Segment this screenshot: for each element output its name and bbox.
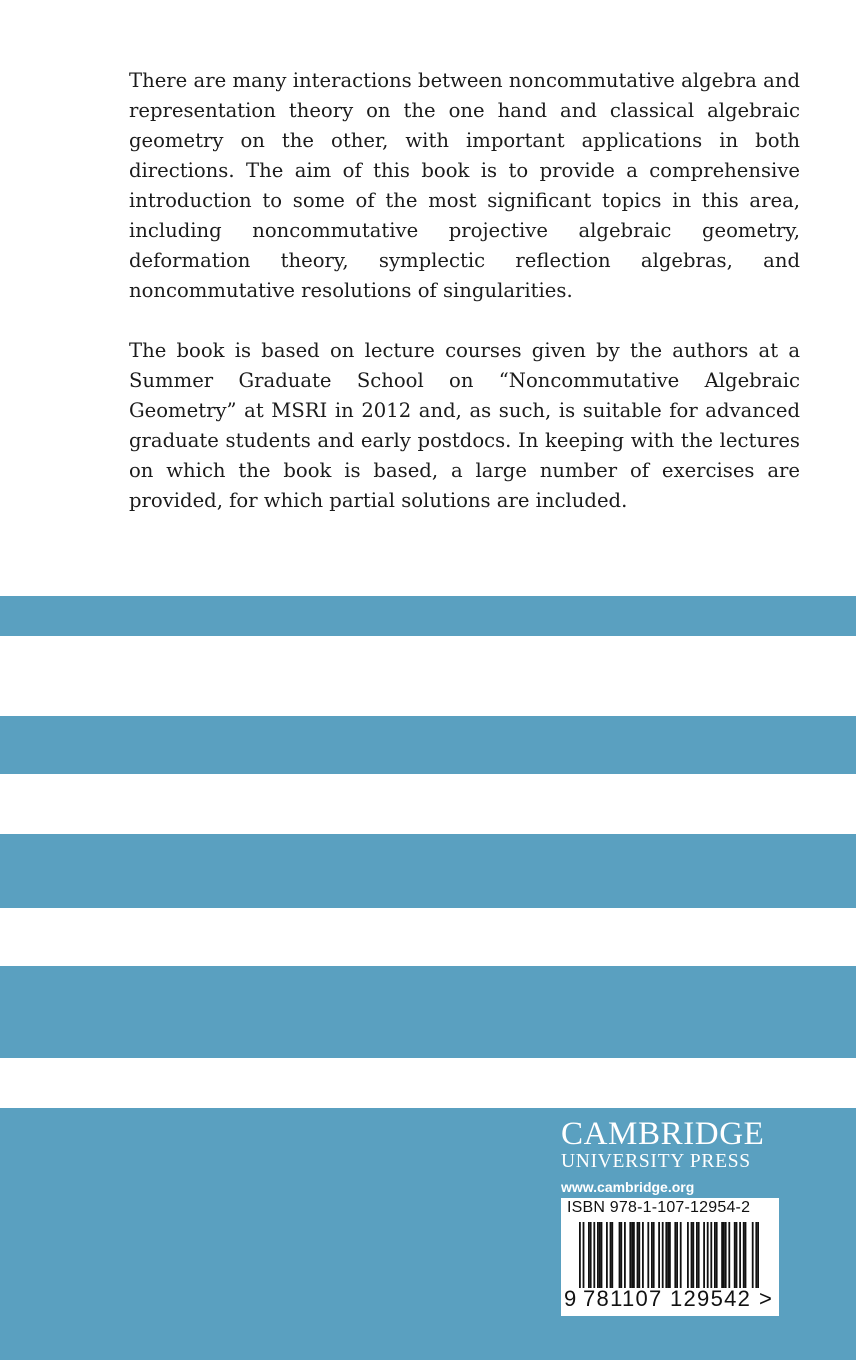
barcode-bar [619,1222,621,1288]
publisher-name: CAMBRIDGE [561,1116,765,1152]
barcode-bar [674,1222,676,1288]
barcode-bar [651,1222,653,1288]
barcode-bar [653,1222,655,1288]
barcode-bar [611,1222,613,1288]
barcode-bar [662,1222,664,1288]
barcode-bar [745,1222,747,1288]
barcode-bar [579,1222,581,1288]
barcode-bar [642,1222,644,1288]
barcode-bar [752,1222,754,1288]
back-cover-blurb [129,66,800,546]
barcode-bar [669,1222,671,1288]
barcode-digits: 781107 129542 [583,1286,752,1311]
barcode-bar [739,1222,741,1288]
barcode-bar [721,1222,723,1288]
barcode-bar [723,1222,725,1288]
barcode-bar [665,1222,667,1288]
blurb-paragraph-2: The book is based on lecture courses given by the authors at a Summer Graduate School on “Noncommutative Algebraic Geometry” at MSRI in 2012 and, as such, is suitable for advanced graduate students and early postdocs. In keeping with the lectures on which the book is based, a large number of exercises are provided, for which partial solutions are included. [129,339,800,512]
stripe-band-4 [0,966,856,1058]
barcode-bar [710,1222,712,1288]
barcode-lead-digit: 9 [564,1286,577,1311]
barcode-bar [590,1222,592,1288]
barcode-bar [676,1222,678,1288]
barcode-bar [696,1222,698,1288]
barcode-bar [633,1222,635,1288]
barcode-bar [610,1222,612,1288]
barcode-bars [579,1222,759,1288]
barcode-bar [597,1222,599,1288]
barcode-bar [583,1222,585,1288]
isbn-barcode [561,1198,779,1316]
barcode-bar [658,1222,660,1288]
barcode-bar [707,1222,709,1288]
barcode-bar [728,1222,730,1288]
barcode-bar [601,1222,603,1288]
barcode-bar [687,1222,689,1288]
barcode-bar [703,1222,705,1288]
barcode-bar [667,1222,669,1288]
barcode-bar [743,1222,745,1288]
barcode-bar [629,1222,631,1288]
barcode-bar [757,1222,759,1288]
barcode-bar [647,1222,649,1288]
barcode-bar [692,1222,694,1288]
barcode-bar [637,1222,639,1288]
barcode-bar [624,1222,626,1288]
barcode-bar [620,1222,622,1288]
isbn-label: ISBN 978-1-107-12954-2 [567,1199,751,1216]
barcode-bar [631,1222,633,1288]
barcode-bar [680,1222,682,1288]
barcode-bar [691,1222,693,1288]
barcode-bar [734,1222,736,1288]
barcode-bar [698,1222,700,1288]
barcode-bar [714,1222,716,1288]
barcode-bar [725,1222,727,1288]
barcode-bar [606,1222,608,1288]
publisher-subname: UNIVERSITY PRESS [561,1151,751,1172]
blurb-paragraph-1: There are many interactions between noncommutative algebra and representation theory on the one hand and classical algebraic geometry on the other, with important applications in both directions. The aim of this book is to provide a comprehensive introduction to some of the most significant topics in this area, including noncommutative projective algebraic geometry, deformation theory, symplectic reflection algebras, and noncommutative resolutions of singularities. [129,69,800,302]
barcode-tail-mark: > [759,1286,772,1311]
barcode-bar [716,1222,718,1288]
barcode-bar [755,1222,757,1288]
stripe-band-1 [0,596,856,636]
barcode-bar [638,1222,640,1288]
publisher-url: www.cambridge.org [561,1179,695,1195]
barcode-bar [593,1222,595,1288]
publisher-logo [561,1116,781,1197]
barcode-bar [599,1222,601,1288]
stripe-band-2 [0,716,856,774]
barcode-bar [588,1222,590,1288]
barcode-bar [736,1222,738,1288]
stripe-band-3 [0,834,856,908]
